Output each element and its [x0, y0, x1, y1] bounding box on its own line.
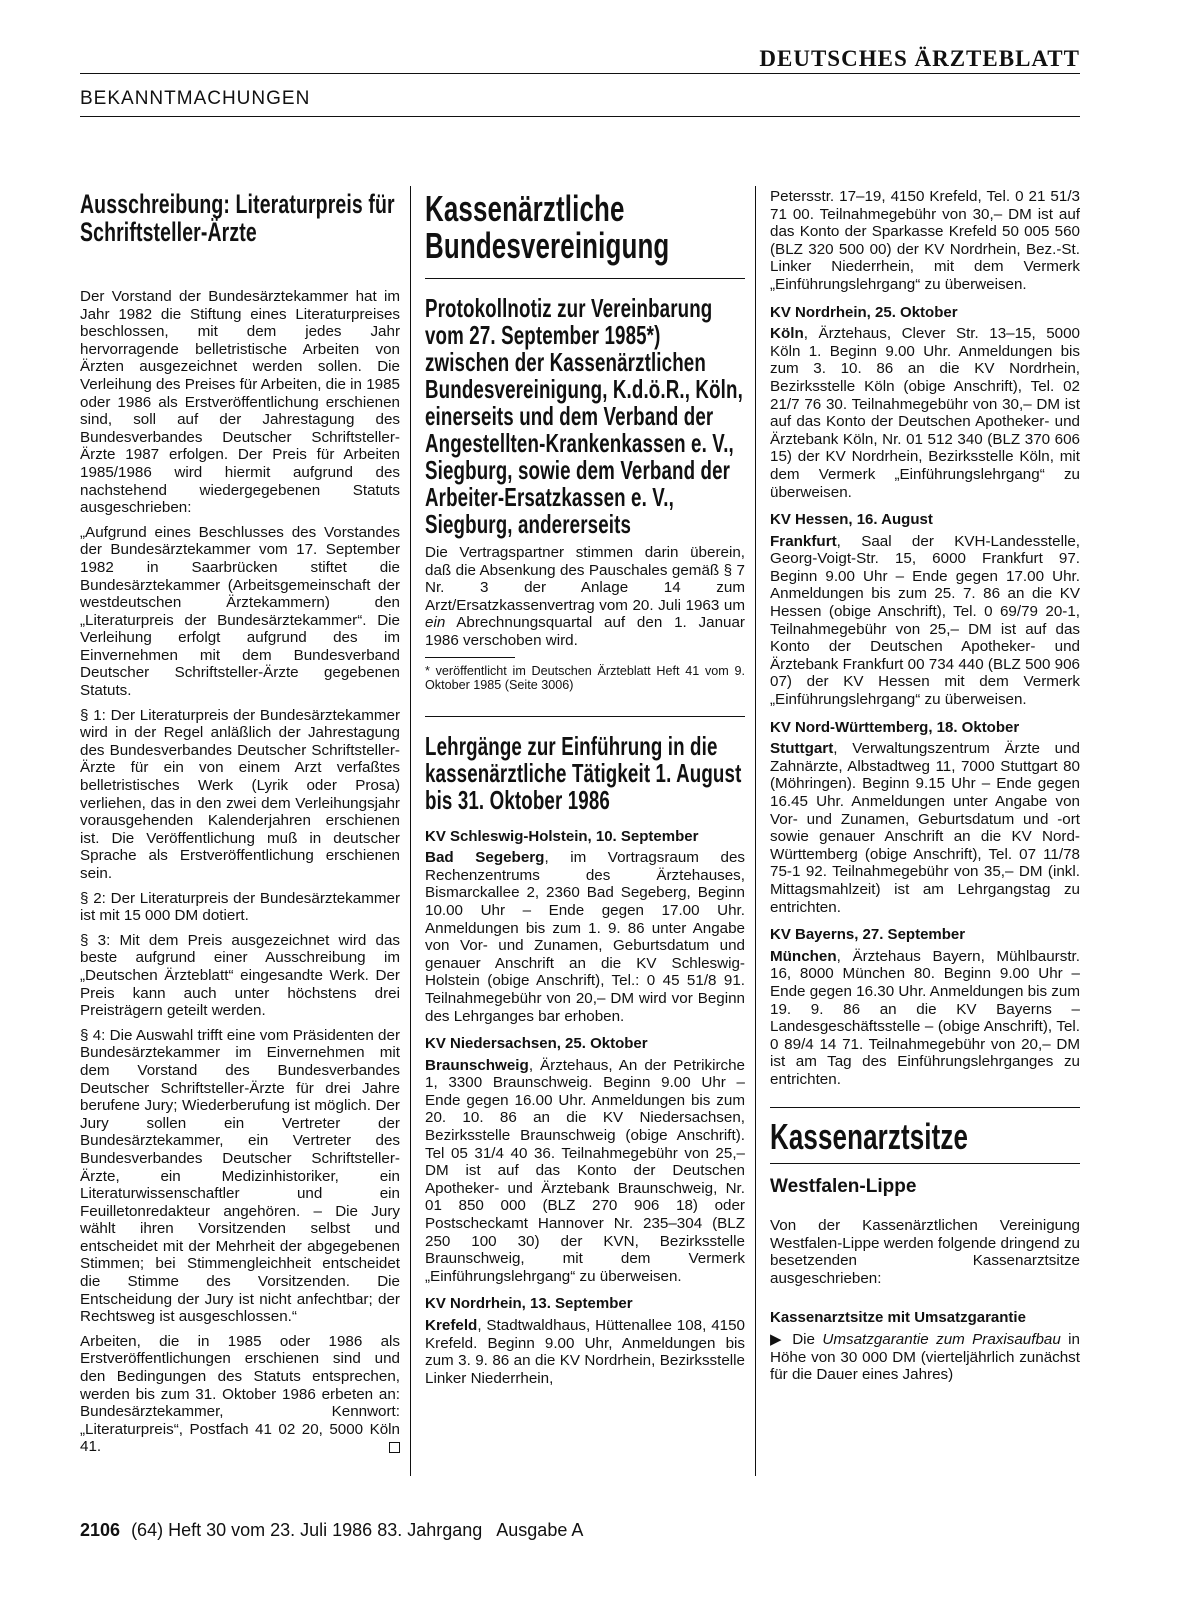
footnote-rule — [425, 657, 515, 658]
paragraph: ▶ Die Umsatzgarantie zum Praxisaufbau in Höhe von 30 000 DM (vierteljährlich zunächst für die Dauer eines Jahres) — [770, 1331, 1081, 1384]
issue-info: (64) Heft 30 vom 23. Juli 1986 83. Jahrgang Ausgabe A — [131, 1520, 584, 1540]
page-footer — [80, 1520, 583, 1541]
article-subtitle-protokollnotiz: Protokollnotiz zur Vereinbarung vom 27. September 1985*) zwischen der Kassenärztlichen Bundesvereinigung, K.d.ö.R., Köln, einerseits und dem Verband der Angestellten-Krankenkassen e. V., Siegburg, sowie dem Verband der Arbeiter-Ersatzkassen e. V., Siegburg, andererseits — [425, 293, 743, 539]
schedule-heading: KV Hessen, 16. August — [770, 511, 933, 529]
schedule-text: Köln, Ärztehaus, Clever Str. 13–15, 5000 Köln 1. Beginn 9.00 Uhr. Anmeldungen bis zum 3. 10. 86 an die KV Nordrhein, Bezirksstelle Köln (obige Anschrift), Tel. 02 21/7 76 30. Teilnahmegebühr von 30,– DM ist auf das Konto der Deutschen Apotheker- und Ärztebank Köln, Nr. 01 512 340 (BLZ 370 606 15) der KV Nordrhein, Bezirksstelle Köln, mit dem Vermerk „Einführungslehrgang“ zu überweisen. — [770, 325, 1080, 501]
divider — [770, 1107, 1080, 1108]
article-title-kbv: Kassenärztliche Bundesvereinigung — [425, 188, 670, 266]
schedule-heading: KV Schleswig-Holstein, 10. September — [425, 827, 699, 845]
column-3 — [770, 188, 1080, 1391]
masthead-rule — [80, 73, 1080, 74]
schedule-text: München, Ärztehaus Bayern, Mühlbaurstr. 16, 8000 München 80. Beginn 9.00 Uhr – Ende gegen 16.30 Uhr. Anmeldungen bis zum 19. 9. 86 an die KV Bayerns – Landesgeschäftsstelle – (obige Anschrift), Tel. 0 89/4 14 71. Teilnahmegebühr von 20,– DM ist am Tag des Einführungslehrganges zu entrichten. — [770, 947, 1080, 1088]
divider — [425, 278, 745, 279]
paragraph: § 3: Mit dem Preis ausgezeichnet wird das beste aufgrund einer Ausschreibung im „Deutschen Ärzteblatt“ eingesandte Werk. Der Preis kann auch unter höchstens drei Preisträgern geteilt werden. — [80, 931, 400, 1020]
section-label: BEKANNTMACHUNGEN — [80, 88, 311, 109]
divider — [770, 1163, 1080, 1164]
article-title-literaturpreis: Ausschreibung: Literaturpreis für Schriftsteller-Ärzte — [80, 189, 395, 247]
schedule-text: Frankfurt, Saal der KVH-Landesstelle, Georg-Voigt-Str. 15, 6000 Frankfurt 97. Beginn 9.00 Uhr – Ende gegen 17.00 Uhr. Anmeldungen bis zum 25. 7. 86 an die KV Hessen (obige Anschrift), Tel. 0 69/79 20-1, Teilnahmegebühr von 25,– DM ist auf das Konto der Deutschen Apotheker- und Ärztebank Frankfurt 00 734 440 (BLZ 500 906 07) der KV Hessen mit dem Vermerk „Einführungslehrgang“ zu überweisen. — [770, 532, 1080, 709]
section-rule — [80, 116, 1080, 117]
schedule-text: Petersstr. 17–19, 4150 Krefeld, Tel. 0 21 51/3 71 00. Teilnahmegebühr von 30,– DM ist auf das Konto der Sparkasse Krefeld 50 005 560 (BLZ 320 500 00) der KV Nordrhein, Bez.-St. Linker Niederrhein, mit dem Vermerk „Einführungslehrgang“ zu überweisen. — [770, 188, 1080, 293]
article-title-kassenarztsitze: Kassenarztsitze — [770, 1115, 969, 1157]
schedule-text: Krefeld, Stadtwaldhaus, Hüttenallee 108, 4150 Krefeld. Beginn 9.00 Uhr, Anmeldungen bis zum 3. 9. 86 an die KV Nordrhein, Bezirksstelle Linker Niederrhein, — [425, 1317, 745, 1387]
paragraph: „Aufgrund eines Beschlusses des Vorstandes der Bundesärztekammer vom 17. September 1982 in Saarbrücken stiftet die Bundesärztekammer (Arbeitsgemeinschaft der westdeutschen Ärztekammern) den „Literaturpreis der Bundesärztekammer“. Die Verleihung erfolgt aufgrund des im Einvernehmen mit dem Bundesverband Deutscher Schriftsteller-Ärzte gegebenen Statuts. — [80, 523, 400, 700]
region-heading: Westfalen-Lippe — [770, 1175, 917, 1197]
paragraph-final: Arbeiten, die in 1985 oder 1986 als Erstveröffentlichungen erschienen sind und den Bedingungen des Statuts entsprechen, werden bis zum 31. Oktober 1986 erbeten an: Bundesärztekammer, Kennwort: „Literaturpreis“, Postfach 41 02 20, 5000 Köln 41. — [80, 1332, 400, 1456]
paragraph: § 4: Die Auswahl trifft eine vom Präsidenten der Bundesärztekammer im Einvernehmen mit dem Vorstand des Bundesverbandes Deutscher Schriftsteller-Ärzte für drei Jahre berufene Jury; Wiederberufung ist möglich. Der Jury sollen ein Vertreter der Bundesärztekammer, ein Vertreter des Bundesverbandes Deutscher Schriftsteller-Ärzte, ein Medizinhistoriker, ein Literaturwissenschaftler und ein Feuilletonredakteur angehören. – Die Jury wählt ihren Vorsitzenden selbst und entscheidet mit der Mehrheit der abgegebenen Stimmen; bei Stimmengleichheit entscheidet die Stimme des Vorsitzenden. Die Entscheidung der Jury ist nicht anfechtbar; der Rechtsweg ist ausgeschlossen.“ — [80, 1026, 400, 1326]
schedule-heading: KV Nordrhein, 25. Oktober — [770, 303, 958, 321]
bullet-arrow-icon: ▶ — [770, 1331, 785, 1349]
schedule-text: Braunschweig, Ärztehaus, An der Petrikirche 1, 3300 Braunschweig. Beginn 9.00 Uhr – Ende gegen 16.00 Uhr. Anmeldungen bis zum 20. 10. 86 an die KV Niedersachsen, Bezirksstelle Braunschweig (obige Anschrift). Tel 05 31/4 40 36. Teilnahmegebühr von 25,– DM ist auf das Konto der Deutschen Apotheker- und Ärztebank Braunschweig, Nr. 01 850 000 (BLZ 270 906 18) oder Postscheckamt Hannover Nr. 235–304 (BLZ 250 100 30) der KVN, Bezirksstelle Braunschweig, mit dem Vermerk „Einführungslehrgang“ zu überweisen. — [425, 1056, 745, 1285]
end-mark-icon — [389, 1442, 400, 1453]
paragraph: Der Vorstand der Bundesärztekammer hat im Jahr 1982 die Stiftung eines Literaturpreises beschlossen, mit dem jedes Jahr hervorragende belletristische Arbeiten von Ärzten ausgezeichnet werden sollen. Die Verleihung des Preises für Arbeiten, die in 1985 oder 1986 als Erstveröffentlichung erschienen sind, soll auf der Jahrestagung des Bundesverbandes Deutscher Schriftsteller-Ärzte 1987 erfolgen. Der Preis für Arbeiten 1985/1986 wird hiermit aufgrund des nachstehend wiedergegebenen Statuts ausgeschrieben: — [80, 288, 400, 517]
schedule-heading: KV Bayerns, 27. September — [770, 926, 966, 944]
paragraph: § 2: Der Literaturpreis der Bundesärztekammer ist mit 15 000 DM dotiert. — [80, 889, 400, 925]
schedule-text: Bad Segeberg, im Vortragsraum des Rechenzentrums des Ärztehauses, Bismarckallee 2, 2360 Bad Segeberg, Beginn 10.00 Uhr – Ende gegen 17.00 Uhr. Anmeldungen bis zum 1. 9. 86 unter Angabe von Vor- und Zunamen, Geburtsdatum und genauer Anschrift an die KV Schleswig-Holstein (obige Anschrift), Tel.: 0 45 51/8 91. Teilnahmegebühr von 20,– DM wird vor Beginn des Lehrganges bar erhoben. — [425, 849, 745, 1025]
column-divider-1 — [410, 186, 411, 1476]
schedule-text: Stuttgart, Verwaltungszentrum Ärzte und Zahnärzte, Albstadtweg 11, 7000 Stuttgart 80 (Möhringen). Beginn 9.15 Uhr – Ende gegen 16.45 Uhr. Anmeldungen unter Angabe von Vor- und Zunamen, Geburtsdatum und -ort sowie genauer Anschrift an die KV Nord-Württemberg (obige Anschrift), Tel. 07 11/78 75-1 92. Teilnahmegebühr von 35,– DM (inkl. Mittagsmahlzeit) ist am Lehrgangstag zu entrichten. — [770, 740, 1080, 916]
subheading-umsatzgarantie: Kassenarztsitze mit Umsatzgarantie — [770, 1309, 1026, 1327]
column-divider-2 — [755, 186, 756, 1476]
paragraph: Von der Kassenärztlichen Vereinigung Westfalen-Lippe werden folgende dringend zu besetzenden Kassenarztsitze ausgeschrieben: — [770, 1217, 1080, 1287]
paragraph: § 1: Der Literaturpreis der Bundesärztekammer wird in der Regel anläßlich der Jahrestagung des Bundesverbandes Deutscher Schriftsteller-Ärzte für ein von einem Arzt verfaßtes belletristisches Werk (Lyrik oder Prosa) verliehen, das in den zwei dem Verleihungsjahr vorausgehenden Kalenderjahren erschienen ist. Die Veröffentlichung muß in deutscher Sprache als Erstveröffentlichung erschienen sein. — [80, 706, 400, 882]
page-number: 2106 — [80, 1520, 121, 1540]
footnote: * veröffentlicht im Deutschen Ärzteblatt Heft 41 vom 9. Oktober 1985 (Seite 3006) — [425, 663, 745, 692]
heading-lehrgaenge: Lehrgänge zur Einführung in die kassenärztliche Tätigkeit 1. August bis 31. Oktober 1986 — [425, 730, 742, 815]
masthead: DEUTSCHES ÄRZTEBLATT — [759, 46, 1080, 71]
column-1 — [80, 190, 400, 1463]
schedule-heading: KV Nordrhein, 13. September — [425, 1295, 633, 1313]
schedule-heading: KV Nord-Württemberg, 18. Oktober — [770, 718, 1020, 736]
column-2 — [425, 190, 745, 1394]
schedule-heading: KV Niedersachsen, 25. Oktober — [425, 1035, 648, 1053]
paragraph: Die Vertragspartner stimmen darin überein, daß die Absenkung des Pauschales gemäß § 7 Nr. 3 der Anlage 14 zum Arzt/Ersatzkassenvertrag vom 20. Juli 1963 um ein Abrechnungsquartal auf den 1. Januar 1986 verschoben wird. — [425, 544, 745, 649]
divider — [425, 716, 745, 717]
